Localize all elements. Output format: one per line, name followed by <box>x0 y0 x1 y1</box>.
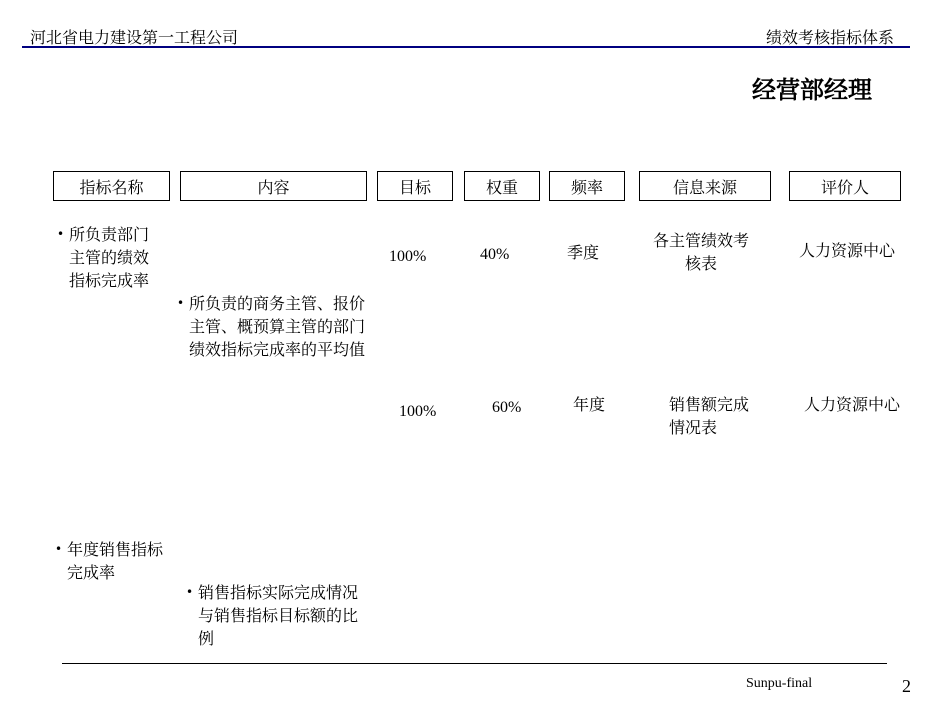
column-header-frequency: 频率 <box>549 171 625 201</box>
bullet-icon: • <box>57 227 65 241</box>
bullet-icon: • <box>177 296 185 310</box>
column-header-source: 信息来源 <box>639 171 771 201</box>
table-row-1-evaluator: 人力资源中心 <box>799 241 896 260</box>
table-row-1-name: • 所负责部门主管的绩效指标完成率 <box>57 225 150 290</box>
table-row-2-content: • 销售指标实际完成情况与销售指标目标额的比例 <box>186 583 359 648</box>
table-row-1-target: 100% <box>389 248 427 265</box>
bullet-icon: • <box>186 585 194 599</box>
bullet-icon: • <box>55 542 63 556</box>
table-row-2-frequency: 年度 <box>573 395 606 414</box>
company-name: 河北省电力建设第一工程公司 <box>30 28 239 47</box>
page-title: 经营部经理 <box>752 76 872 104</box>
table-row-2-weight: 60% <box>492 399 522 416</box>
table-row-2-source: 销售额完成情况表 <box>669 395 750 437</box>
column-header-content: 内容 <box>180 171 367 201</box>
column-header-target: 目标 <box>377 171 453 201</box>
table-row-1-weight: 40% <box>480 246 510 263</box>
document-system-title: 绩效考核指标体系 <box>766 28 895 47</box>
page-number: 2 <box>902 676 911 696</box>
table-row-1-source: 各主管绩效考核表 <box>652 231 749 273</box>
footer-label: Sunpu-final <box>746 676 813 691</box>
table-row-1-content: • 所负责的商务主管、报价主管、概预算主管的部门绩效指标完成率的平均值 <box>177 294 366 359</box>
footer-divider <box>62 663 887 664</box>
table-row-1-frequency: 季度 <box>567 243 600 262</box>
column-header-weight: 权重 <box>464 171 540 201</box>
column-header-name: 指标名称 <box>53 171 170 201</box>
table-row-2-evaluator: 人力资源中心 <box>804 395 901 414</box>
header-divider <box>22 46 910 48</box>
table-row-2-name: • 年度销售指标完成率 <box>55 540 164 582</box>
table-row-2-target: 100% <box>399 403 437 420</box>
column-header-evaluator: 评价人 <box>789 171 901 201</box>
